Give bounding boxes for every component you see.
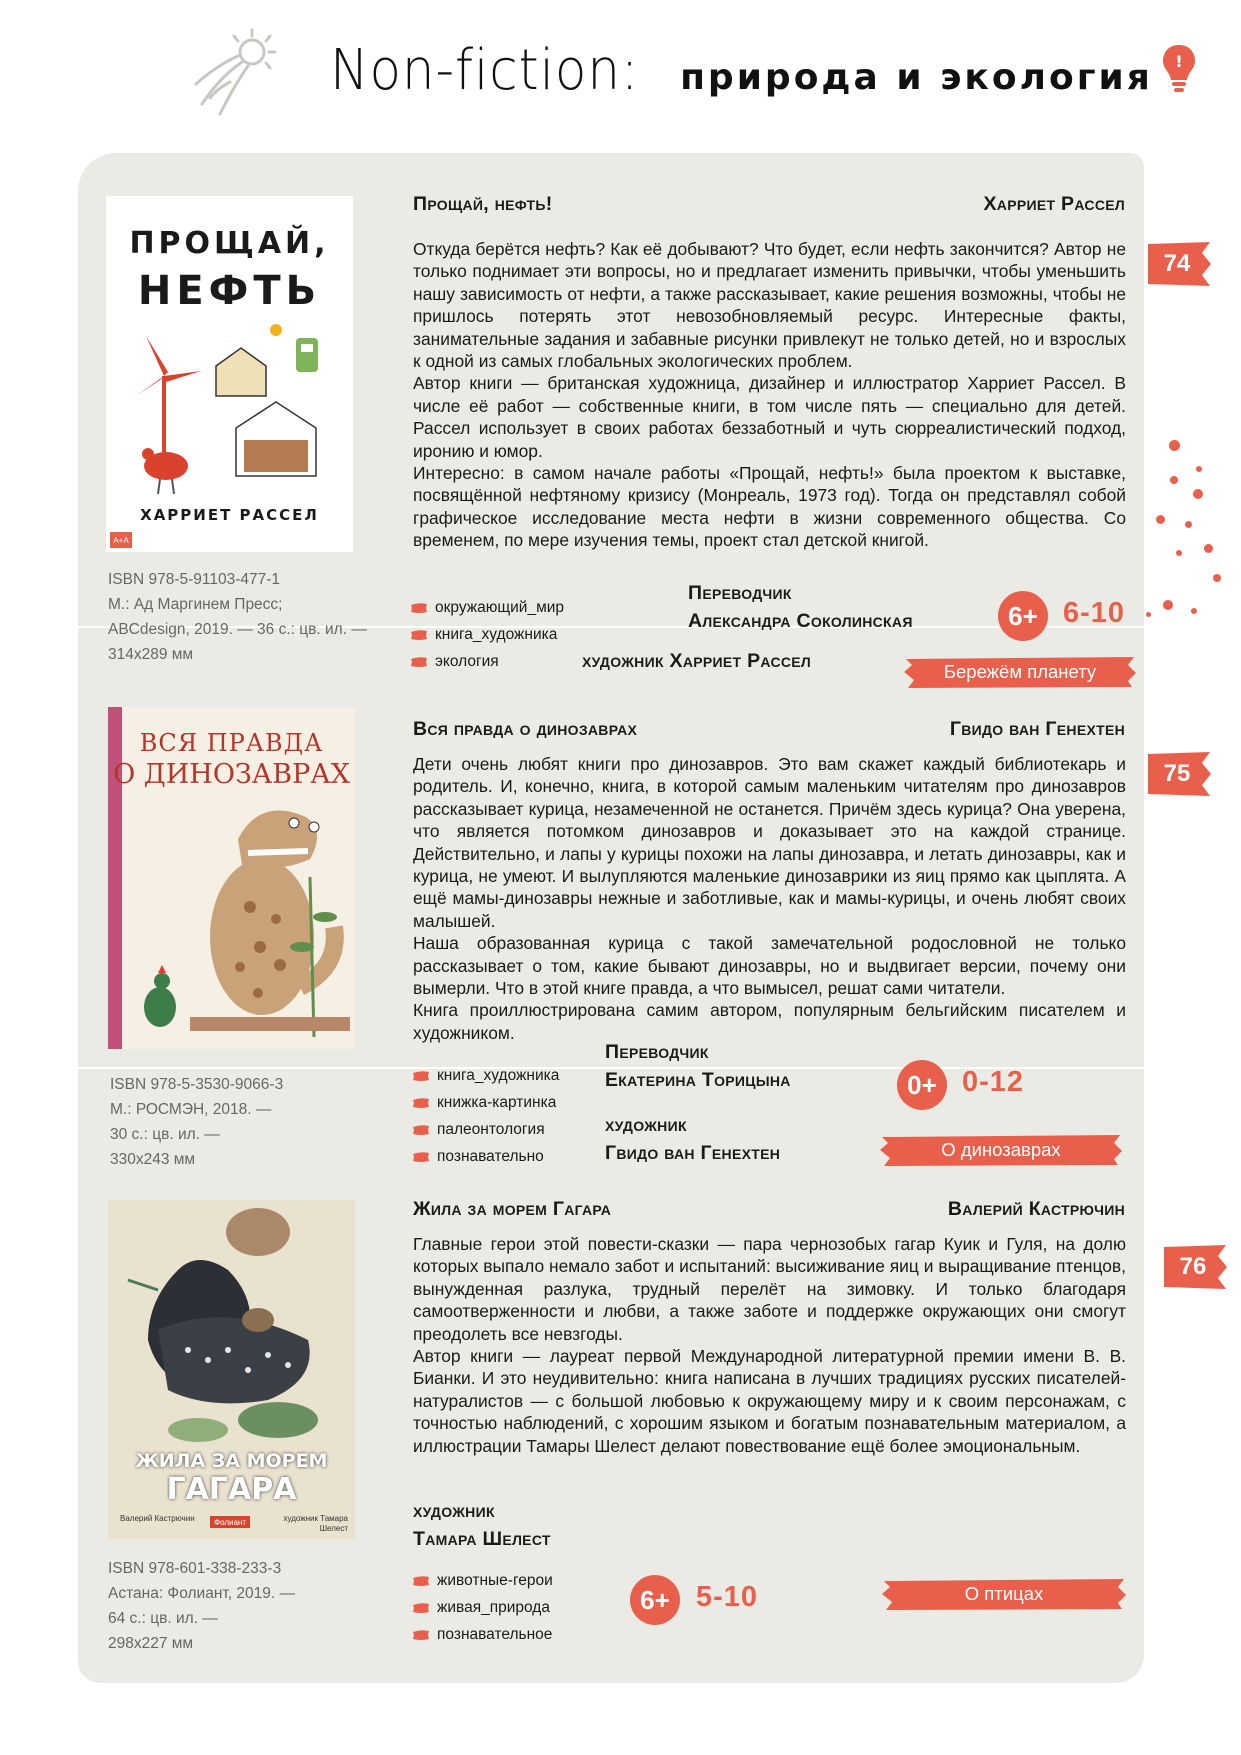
illustrator-name: Харриет Рассел [669, 650, 812, 672]
book-description [413, 238, 1126, 552]
tag-brush-icon [412, 1575, 430, 1587]
tag-list [412, 1062, 559, 1170]
page-title [330, 38, 1153, 108]
tag[interactable] [412, 1143, 559, 1170]
decor-dot [1170, 476, 1178, 484]
tag-brush-icon [412, 1124, 430, 1136]
tag-list [412, 1567, 553, 1648]
tag[interactable] [412, 1089, 559, 1116]
tag-label: палеонтология [437, 1120, 545, 1138]
publisher: М.: Ад Маргинем Пресс; [108, 596, 283, 613]
biblio-info [108, 567, 367, 667]
tag[interactable] [412, 1594, 553, 1621]
page-number: 74 [1163, 250, 1191, 277]
age-range: 5-10 [696, 1581, 759, 1613]
page-number-tab [1148, 752, 1212, 796]
translator-label: Переводчик [605, 1041, 709, 1063]
dimensions: 330x243 мм [110, 1151, 196, 1168]
tag[interactable] [412, 1116, 559, 1143]
dimensions: 298x227 мм [108, 1635, 194, 1652]
cover-illustration [108, 1200, 355, 1450]
description-paragraph: Автор книги — британская художница, дизайнер и иллюстратор Харриет Рассел. В числе её работ — собственные книги, в том числе пять — специально для детей. Рассел использует в своих работах беззаботный и чуть сюрреалистический подход, иронию и юмор. [413, 373, 1126, 461]
comet-doodle [190, 22, 290, 122]
lightbulb-icon [1160, 42, 1198, 94]
page-number: 75 [1163, 760, 1191, 787]
theme-ribbon[interactable] [878, 1133, 1124, 1167]
illustrator-name: Гвидо ван Генехтен [605, 1142, 781, 1164]
cover-illustration [116, 316, 346, 496]
translator-credit [688, 579, 913, 635]
description-paragraph: Интересно: в самом начале работы «Прощай, нефть!» была проектом к выставке, посвящённой нефтяному кризису (Монреаль, 1973 год). Тогда он представлял собой графическое исследование места нефти в жизни современного общества. Со временем, по мере изучения темы, проект стал детской книгой. [413, 463, 1126, 551]
decor-dot [1193, 489, 1203, 499]
tag[interactable] [410, 594, 564, 621]
cover-title-line1: ПРОЩАЙ, [129, 226, 330, 261]
age-rating-badge: 6+ [998, 591, 1048, 641]
illustrator-label: художник [413, 1500, 495, 1522]
cover-title-line2: НЕФТЬ [137, 268, 322, 314]
page-number-tab [1148, 242, 1212, 286]
tag-brush-icon [412, 1097, 430, 1109]
isbn: ISBN 978-601-338-233-3 [108, 1560, 282, 1577]
book-cover [108, 707, 355, 1049]
tag-list [410, 594, 564, 675]
decor-dot [1146, 612, 1151, 617]
age-range: 6-10 [1063, 597, 1126, 629]
publisher-logo: А+А [110, 532, 132, 548]
tag-brush-icon [410, 629, 428, 641]
description-paragraph: Главные герои этой повести-сказки — пара чернозобых гагар Куик и Гуля, на долю которых выпало немало забот и испытаний: высиживание яиц и выращивание птенцов, вынужденная разлука, трудный перелёт на зимовку. И только благодаря самоотверженности и любви, а также заботе и поддержке окружающих они смогут преодолеть все невзгоды. [413, 1234, 1126, 1344]
description-paragraph: Дети очень любят книги про динозавров. Это вам скажет каждый библиотекарь и родитель. И, конечно, книга, в которой самым маленьким читателям про динозавров рассказывает курица, незамеченной не останется. Причём здесь курица? Она уверена, что является потомком динозавров и доказывает это на каждой странице. Действительно, и лапы у курицы похожи на лапы динозавра, и летать динозавры, как и курица, не умеют. И вылупляются маленькие динозаврики из яиц прямо как цыплята. А ещё мамы-динозавры нежные и заботливые, как и мамы-курицы, и очень любят своих малышей. [413, 754, 1126, 931]
cover-illustration [130, 787, 350, 1047]
tag-brush-icon [410, 602, 428, 614]
illustrator-name: Тамара Шелест [413, 1528, 551, 1550]
tag-brush-icon [412, 1070, 430, 1082]
tag[interactable] [412, 1567, 553, 1594]
book-author: Валерий Кастрючин [947, 1198, 1125, 1220]
decor-dot [1204, 544, 1213, 553]
book-author: Харриет Рассел [983, 193, 1125, 215]
illustrator-credit [605, 1111, 780, 1167]
description-paragraph: Откуда берётся нефть? Как её добывают? Что будет, если нефть закончится? Автор не только поднимает эти вопросы, но и предлагает изменить привычки, чтобы уменьшить нашу зависимость от нефти, а также рассказывает, какие решения возможны, чтобы не пришлось потерять этот невозобновляемый ресурс. Интересные факты, занимательные задания и забавные рисунки привлекут не только детей, но и взрослых к одной из самых глобальных экологических проблем. [413, 239, 1126, 372]
tag-label: книжка-картинка [437, 1093, 557, 1111]
book-description [413, 753, 1126, 1044]
edition: 30 с.: цв. ил. — [110, 1126, 220, 1143]
book-title: Жила за морем Гагара [413, 1198, 612, 1220]
book-cover [108, 1200, 355, 1539]
decor-dot [1169, 440, 1180, 451]
book-title: Вся правда о динозаврах [413, 718, 638, 740]
age-rating-badge: 6+ [630, 1575, 680, 1625]
page-title-sub: природа и экология [680, 57, 1153, 98]
theme-label: О птицах [964, 1583, 1044, 1604]
translator-credit [605, 1038, 791, 1094]
cover-title-line2: О ДИНОЗАВРАХ [113, 759, 350, 790]
tag-brush-icon [412, 1629, 430, 1641]
decor-dot [1185, 521, 1192, 528]
biblio-info [108, 1556, 295, 1656]
biblio-info [110, 1072, 283, 1172]
isbn: ISBN 978-5-91103-477-1 [108, 571, 281, 588]
tag-label: книга_художника [435, 625, 558, 643]
cover-author: ХАРРИЕТ РАССЕЛ [140, 506, 319, 524]
decor-dot [1191, 608, 1197, 614]
book-title: Прощай, нефть! [413, 193, 553, 215]
publisher: М.: РОСМЭН, 2018. — [110, 1101, 272, 1118]
illustrator-label: художник [605, 1114, 687, 1136]
svg-text:!: ! [1175, 52, 1183, 71]
page-number: 76 [1179, 1253, 1207, 1280]
translator-name: Александра Соколинская [688, 610, 913, 632]
tag[interactable] [410, 648, 564, 675]
tag-label: познавательное [437, 1625, 553, 1643]
tag-brush-icon [412, 1602, 430, 1614]
tag[interactable] [412, 1062, 559, 1089]
tag-brush-icon [410, 656, 428, 668]
translator-label: Переводчик [688, 582, 792, 604]
decor-dot [1163, 600, 1173, 610]
book-author: Гвидо ван Генехтен [949, 718, 1125, 740]
tag-label: окружающий_мир [435, 598, 565, 616]
theme-label: Бережём планету [943, 661, 1097, 682]
tag[interactable] [410, 621, 564, 648]
decor-dot [1156, 515, 1165, 524]
theme-ribbon[interactable] [880, 1577, 1128, 1611]
page-title-main: Non-fiction: [330, 38, 640, 103]
isbn: ISBN 978-5-3530-9066-3 [110, 1076, 284, 1093]
edition: 64 с.: цв. ил. — [108, 1610, 218, 1627]
decor-dot [1196, 466, 1202, 472]
tag-brush-icon [412, 1151, 430, 1163]
publisher-logo: Фолиант [210, 1516, 250, 1528]
cover-illustrator: художник Тамара Шелест [283, 1514, 348, 1533]
theme-label: О динозаврах [941, 1139, 1061, 1160]
cover-title-line1: ЖИЛА ЗА МОРЕМ [135, 1450, 328, 1472]
cover-title-line1: ВСЯ ПРАВДА [139, 729, 324, 757]
theme-ribbon[interactable] [902, 655, 1138, 689]
illustrator-credit [413, 1497, 551, 1553]
page-number-tab [1164, 1245, 1228, 1289]
cover-title-line2: ГАГАРА [166, 1472, 297, 1507]
illustrator-label: художник [582, 650, 664, 672]
tag-label: животные-герои [437, 1571, 553, 1589]
illustrator-credit [582, 647, 811, 675]
description-paragraph: Наша образованная курица с такой замечательной родословной не только рассказывает о том, какие бывают динозавры, но и выдвигает версии, почему они вымерли. Что в этой книге правда, а что вымысел, решат сами читатели. [413, 933, 1126, 999]
book-description [413, 1233, 1126, 1457]
tag-label: книга_художника [437, 1066, 560, 1084]
translator-name: Екатерина Торицына [605, 1069, 791, 1091]
age-rating-badge: 0+ [897, 1060, 947, 1110]
cover-author: Валерий Кастрючин [120, 1514, 195, 1523]
decor-dot [1213, 574, 1221, 582]
tag-label: познавательно [437, 1147, 544, 1165]
tag[interactable] [412, 1621, 553, 1648]
dimensions: 314x289 мм [108, 646, 194, 663]
edition: ABCdesign, 2019. — 36 с.: цв. ил. — [108, 621, 367, 638]
description-paragraph: Автор книги — лауреат первой Международной литературной премии имени В. В. Бианки. И это неудивительно: книга написана в лучших традициях русских писателей-натуралистов — с большой любовью к окружающему миру и к своим персонажам, с точностью наблюдений, с хорошим языком и богатым познавательным материалом, а иллюстрации Тамары Шелест делают повествование ещё более эмоциональным. [413, 1346, 1126, 1456]
tag-label: экология [435, 652, 499, 670]
decor-dot [1176, 550, 1182, 556]
tag-label: живая_природа [437, 1598, 550, 1616]
description-paragraph: Книга проиллюстрирована самим автором, популярным бельгийским писателем и художником. [413, 1000, 1126, 1043]
book-cover [106, 196, 353, 552]
age-range: 0-12 [962, 1066, 1025, 1098]
publisher: Астана: Фолиант, 2019. — [108, 1585, 295, 1602]
